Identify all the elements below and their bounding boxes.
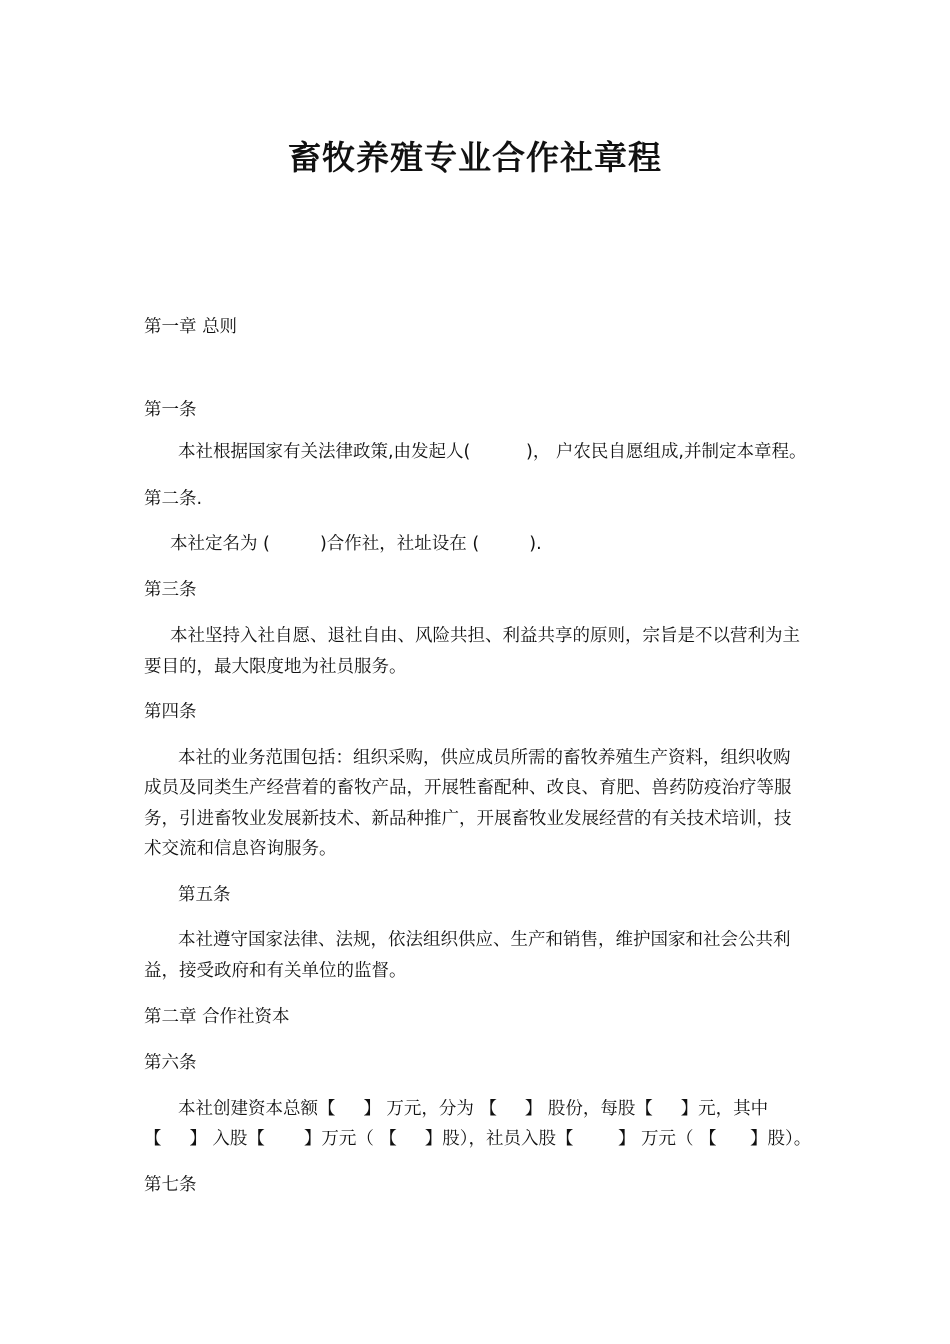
article-4-text-line-1: 本社的业务范围包括：组织采购，供应成员所需的畜牧养殖生产资料，组织收购: [178, 748, 791, 768]
chapter-heading-1: 第一章 总则: [144, 317, 238, 337]
article-3-text-line-2: 要目的，最大限度地为社员服务。: [144, 657, 407, 677]
article-6-text-line-2: 【 】 入股【 】万元（ 【 】股），社员入股【 】 万元（ 【 】股）。: [144, 1129, 812, 1149]
article-2-text: 本社定名为 ( )合作社，社址设在 ( ).: [170, 534, 542, 554]
chapter-heading-2: 第二章 合作社资本: [144, 1007, 290, 1027]
article-1-text: 本社根据国家有关法律政策,由发起人( )， 户农民自愿组成,并制定本章程。: [178, 442, 807, 462]
document-title: 畜牧养殖专业合作社章程: [288, 138, 662, 177]
article-heading-6: 第六条: [144, 1053, 197, 1073]
article-4-text-line-3: 务，引进畜牧业发展新技术、新品种推广，开展畜牧业发展经营的有关技术培训，技: [144, 809, 792, 829]
article-5-text-line-2: 益，接受政府和有关单位的监督。: [144, 961, 407, 981]
article-heading-5: 第五条: [178, 885, 231, 905]
article-6-text-line-1: 本社创建资本总额【 】 万元，分为 【 】 股份，每股【 】元，其中: [178, 1099, 769, 1119]
article-heading-7: 第七条: [144, 1175, 197, 1195]
article-4-text-line-2: 成员及同类生产经营着的畜牧产品，开展牲畜配种、改良、育肥、兽药防疫治疗等服: [144, 778, 792, 798]
article-4-text-line-4: 术交流和信息咨询服务。: [144, 839, 337, 859]
article-heading-1: 第一条: [144, 400, 197, 420]
article-heading-3: 第三条: [144, 580, 197, 600]
article-heading-4: 第四条: [144, 702, 197, 722]
article-heading-2: 第二条.: [144, 489, 203, 509]
article-5-text-line-1: 本社遵守国家法律、法规，依法组织供应、生产和销售，维护国家和社会公共利: [178, 930, 791, 950]
article-3-text-line-1: 本社坚持入社自愿、退社自由、风险共担、利益共享的原则，宗旨是不以营利为主: [170, 626, 800, 646]
